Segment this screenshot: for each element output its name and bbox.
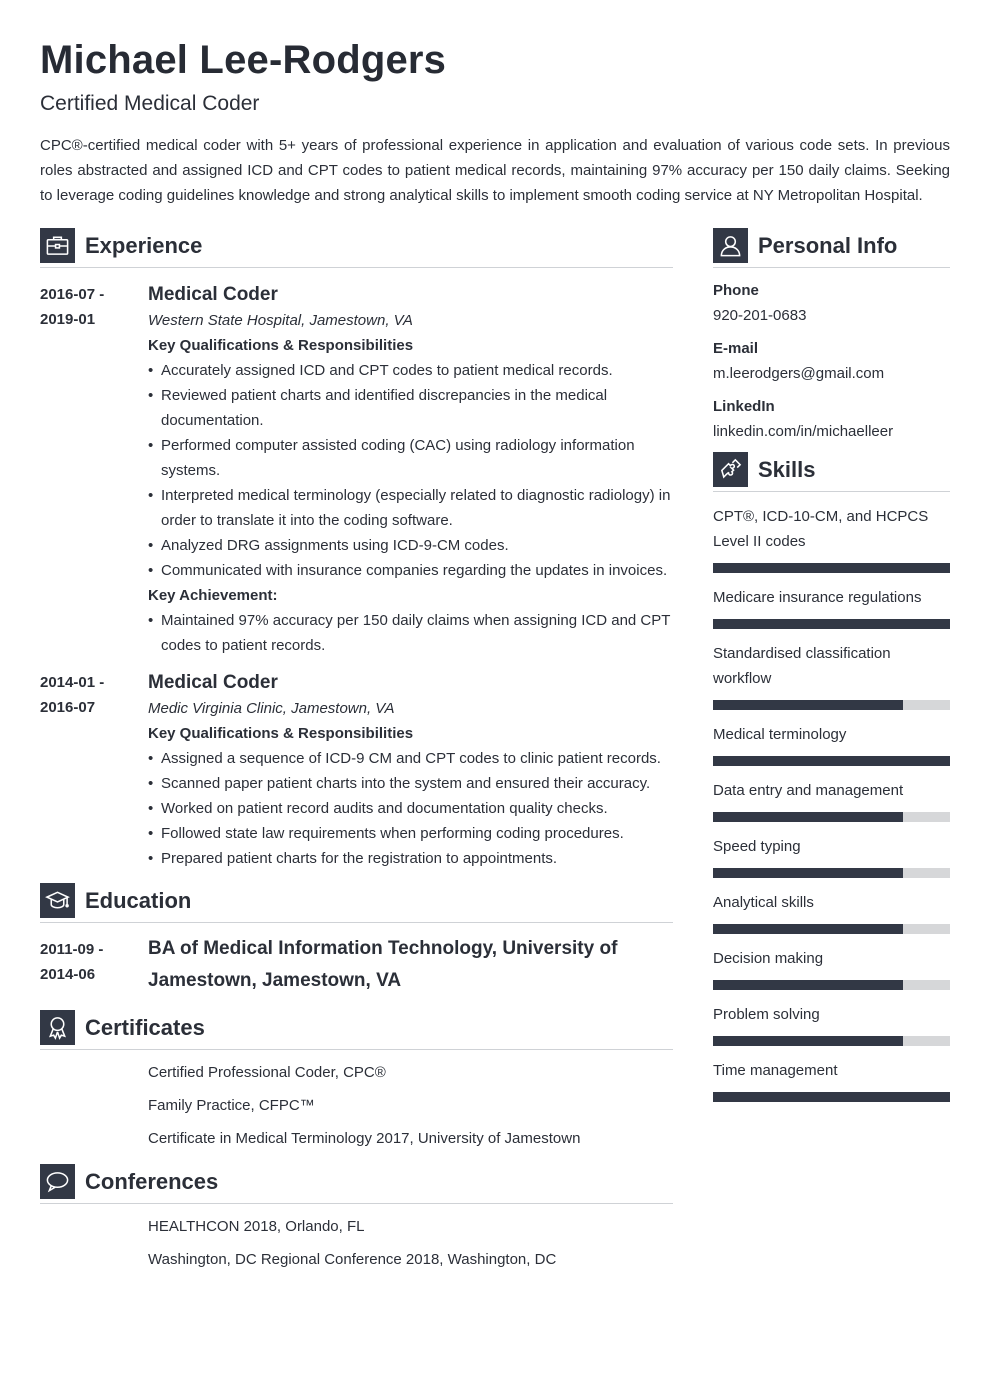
- experience-dates: [40, 282, 148, 658]
- list-item: • Communicated with insurance companies regarding the updates in invoices.: [148, 558, 673, 583]
- skills-title: Skills: [758, 456, 816, 482]
- conferences-list: [40, 1210, 673, 1276]
- left-column: [40, 228, 673, 1276]
- skill-name: CPT®, ICD-10-CM, and HCPCS Level II codes: [713, 508, 929, 550]
- email-label: E-mail: [713, 340, 759, 357]
- skill-level-bar: [713, 812, 950, 822]
- certificates-list: [40, 1056, 673, 1155]
- skill-level-bar: [713, 924, 950, 934]
- list-item: • Scanned paper patient charts into the system and ensured their accuracy.: [148, 771, 673, 796]
- puzzle-icon: [713, 452, 748, 487]
- skill-level-fill: [713, 1036, 903, 1046]
- skill-level-fill: [713, 868, 903, 878]
- briefcase-icon: [40, 228, 75, 263]
- certificates-header: [40, 1010, 673, 1050]
- skill-name: Analytical skills: [713, 894, 814, 911]
- skill-name: Time management: [713, 1062, 838, 1079]
- skill-item: [713, 722, 950, 766]
- list-item: • Assigned a sequence of ICD-9 CM and CPT codes to clinic patient records.: [148, 746, 673, 771]
- qualifications-heading: Key Qualifications & Responsibilities: [148, 337, 414, 354]
- skill-item: [713, 641, 950, 710]
- date-end: 2019-01: [40, 311, 96, 328]
- linkedin-value[interactable]: linkedin.com/in/michaelleer: [713, 423, 894, 440]
- skill-item: [713, 1058, 950, 1102]
- person-icon: [713, 228, 748, 263]
- personal-info-body: [713, 278, 950, 444]
- resume-summary: CPC®-certified medical coder with 5+ years of professional experience in application and evaluation of various code sets. In previous roles abstracted and assigned ICD and CPT codes to patient medical records, maintaining 97% accuracy per 150 daily claims. Seeking to leverage coding guidelines knowledge and strong analytical skills to implement smooth coding service at NY Metropolitan Hospital.: [40, 137, 950, 204]
- job-company: Western State Hospital, Jamestown, VA: [148, 312, 413, 329]
- skill-item: [713, 834, 950, 878]
- skill-level-fill: [713, 619, 950, 629]
- skill-name: Data entry and management: [713, 782, 904, 799]
- responsibilities-list: [148, 358, 673, 583]
- speech-bubble-icon: [40, 1164, 75, 1199]
- experience-entry: [40, 282, 673, 658]
- list-item: • Reviewed patient charts and identified discrepancies in the medical documentation.: [148, 383, 673, 433]
- skill-item: [713, 890, 950, 934]
- conferences-header: [40, 1164, 673, 1204]
- skill-level-fill: [713, 924, 903, 934]
- list-item: HEALTHCON 2018, Orlando, FL: [148, 1218, 365, 1235]
- skill-item: [713, 504, 950, 573]
- list-item: Certificate in Medical Terminology 2017, University of Jamestown: [148, 1130, 581, 1147]
- skill-item: [713, 778, 950, 822]
- list-item: Certified Professional Coder, CPC®: [148, 1064, 386, 1081]
- list-item: • Followed state law requirements when performing coding procedures.: [148, 821, 673, 846]
- education-header: [40, 883, 673, 923]
- list-item: Washington, DC Regional Conference 2018, Washington, DC: [148, 1251, 557, 1268]
- skill-name: Decision making: [713, 950, 824, 967]
- skill-name: Standardised classification workflow: [713, 645, 891, 687]
- skill-level-fill: [713, 756, 950, 766]
- list-item: • Performed computer assisted coding (CAC) using radiology information systems.: [148, 433, 673, 483]
- skill-item: [713, 1002, 950, 1046]
- skill-level-bar: [713, 980, 950, 990]
- skill-level-bar: [713, 1092, 950, 1102]
- skill-level-bar: [713, 868, 950, 878]
- skill-level-fill: [713, 980, 903, 990]
- skill-name: Medicare insurance regulations: [713, 589, 922, 606]
- list-item: Family Practice, CFPC™: [148, 1097, 315, 1114]
- skills-list: [713, 504, 950, 1102]
- list-item: • Analyzed DRG assignments using ICD-9-CM codes.: [148, 533, 673, 558]
- linkedin-label: LinkedIn: [713, 398, 775, 415]
- award-ribbon-icon: [40, 1010, 75, 1045]
- education-title: Education: [85, 887, 192, 913]
- skill-level-bar: [713, 700, 950, 710]
- phone-value: 920-201-0683: [713, 307, 807, 324]
- list-item: • Interpreted medical terminology (especially related to diagnostic radiology) in order to translate it into the coding software.: [148, 483, 673, 533]
- right-column: [713, 228, 950, 1102]
- skill-item: [713, 585, 950, 629]
- resume-name: Michael Lee-Rodgers: [40, 38, 447, 82]
- date-start: 2014-01 -: [40, 674, 105, 691]
- personal-info-title: Personal Info: [758, 232, 898, 258]
- list-item: • Prepared patient charts for the registration to appointments.: [148, 846, 673, 871]
- education-dates: [40, 937, 148, 997]
- date-end: 2016-07: [40, 699, 96, 716]
- list-item: • Maintained 97% accuracy per 150 daily claims when assigning ICD and CPT codes to patient records.: [148, 608, 673, 658]
- list-item: • Worked on patient record audits and documentation quality checks.: [148, 796, 673, 821]
- skill-name: Speed typing: [713, 838, 801, 855]
- experience-header: [40, 228, 673, 268]
- skills-header: [713, 452, 950, 492]
- achievements-list: [148, 608, 673, 658]
- skill-level-bar: [713, 1036, 950, 1046]
- skill-level-fill: [713, 812, 903, 822]
- date-start: 2011-09 -: [40, 941, 104, 958]
- skill-item: [713, 946, 950, 990]
- job-company: Medic Virginia Clinic, Jamestown, VA: [148, 700, 395, 717]
- skill-level-fill: [713, 563, 950, 573]
- email-value[interactable]: m.leerodgers@gmail.com: [713, 365, 885, 382]
- certificates-title: Certificates: [85, 1014, 205, 1040]
- achievement-heading: Key Achievement:: [148, 587, 278, 604]
- education-entry: [40, 937, 673, 997]
- skill-level-bar: [713, 563, 950, 573]
- job-title: Medical Coder: [148, 284, 278, 305]
- resume-role: Certified Medical Coder: [40, 92, 260, 115]
- date-end: 2014-06: [40, 966, 96, 983]
- skill-name: Medical terminology: [713, 726, 847, 743]
- degree-title: BA of Medical Information Technology, University of Jamestown, Jamestown, VA: [148, 938, 618, 991]
- skill-level-bar: [713, 619, 950, 629]
- skill-level-bar: [713, 756, 950, 766]
- phone-label: Phone: [713, 282, 759, 299]
- experience-title: Experience: [85, 232, 203, 258]
- date-start: 2016-07 -: [40, 286, 105, 303]
- personal-info-header: [713, 228, 950, 268]
- qualifications-heading: Key Qualifications & Responsibilities: [148, 725, 414, 742]
- skill-name: Problem solving: [713, 1006, 820, 1023]
- experience-entry: [40, 670, 673, 871]
- experience-dates: [40, 670, 148, 871]
- responsibilities-list: [148, 746, 673, 871]
- skill-level-fill: [713, 700, 903, 710]
- skill-level-fill: [713, 1092, 950, 1102]
- graduation-cap-icon: [40, 883, 75, 918]
- conferences-title: Conferences: [85, 1168, 219, 1194]
- list-item: • Accurately assigned ICD and CPT codes to patient medical records.: [148, 358, 673, 383]
- job-title: Medical Coder: [148, 672, 278, 693]
